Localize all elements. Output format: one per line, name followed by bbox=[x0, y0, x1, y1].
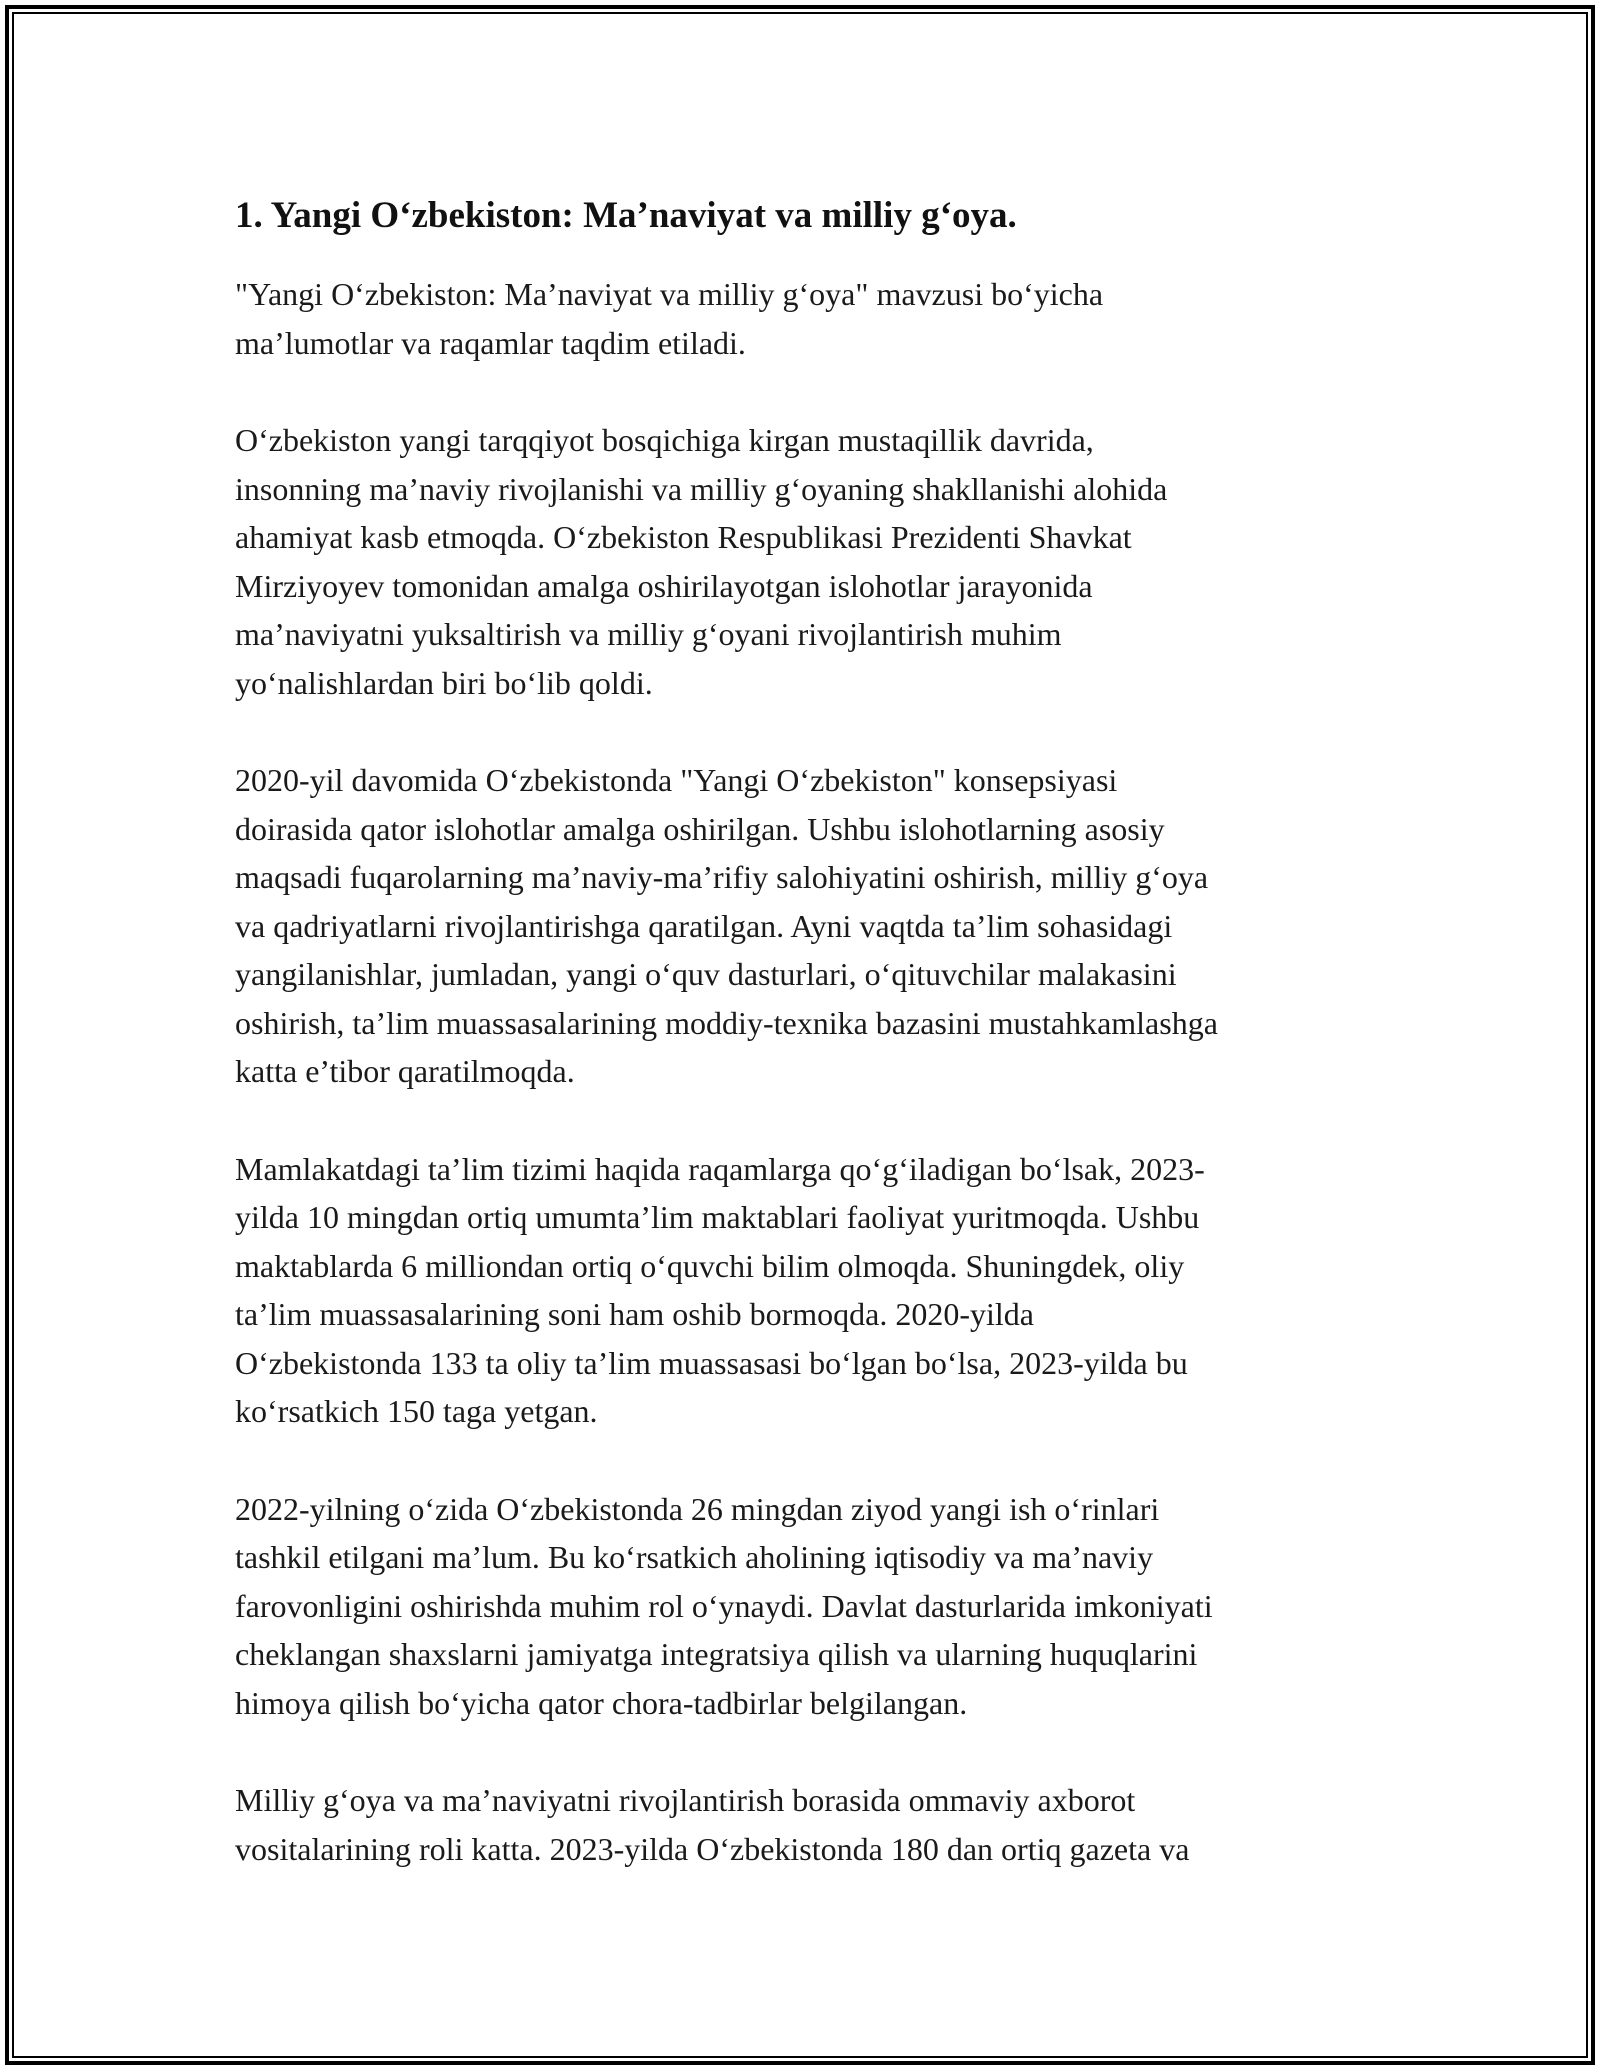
paragraph-education-figures: Mamlakatdagi ta’lim tizimi haqida raqamlarga qo‘g‘iladigan bo‘lsak, 2023- yilda 10 mingdan ortiq umumta’lim maktablari faoliyat yuritmoqda. Ushbu maktablarda 6 milliondan ortiq o‘quvchi bilim olmoqda. Shuningdek, oliy ta’lim muassasalarining soni ham oshib bormoqda. 2020-yilda O‘zbekistonda 133 ta oliy ta’lim muassasasi bo‘lgan bo‘lsa, 2023-yilda bu ko‘rsatkich 150 taga yetgan. bbox=[235, 1150, 1205, 1429]
paragraph-intro: "Yangi O‘zbekiston: Ma’naviyat va milliy g‘oya" mavzusi bo‘yicha ma’lumotlar va raqamlar taqdim etiladi. bbox=[235, 276, 1104, 361]
document-title: 1. Yangi O‘zbekiston: Ma’naviyat va milliy g‘oya. bbox=[235, 195, 1017, 236]
document-body bbox=[235, 188, 1375, 1922]
paragraph-reforms-2020: 2020-yil davomida O‘zbekistonda "Yangi O‘zbekiston" konsepsiyasi doirasida qator islohotlar amalga oshirilgan. Ushbu islohotlarning asosiy maqsadi fuqarolarning ma’naviy-ma’rifiy salohiyatini oshirish, milliy g‘oya va qadriyatlarni rivojlantirishga qaratilgan. Ayni vaqtda ta’lim sohasidagi yangilanishlar, jumladan, yangi o‘quv dasturlari, o‘qituvchilar malakasini oshirish, ta’lim muassasalarining moddiy-texnika bazasini mustahkamlashga katta e’tibor qaratilmoqda. bbox=[235, 762, 1218, 1089]
paragraph-spiritual-development: O‘zbekiston yangi tarqqiyot bosqichiga kirgan mustaqillik davrida, insonning ma’naviy rivojlanishi va milliy g‘oyaning shakllanishi alohida ahamiyat kasb etmoqda. O‘zbekiston Respublikasi Prezidenti Shavkat Mirziyoyev tomonidan amalga oshirilayotgan islohotlar jarayonida ma’naviyatni yuksaltirish va milliy g‘oyani rivojlantirish muhim yo‘nalishlardan biri bo‘lib qoldi. bbox=[235, 422, 1168, 701]
paragraph-mass-media: Milliy g‘oya va ma’naviyatni rivojlantirish borasida ommaviy axborot vositalarining roli katta. 2023-yilda O‘zbekistonda 180 dan ortiq gazeta va bbox=[235, 1782, 1190, 1867]
paragraph-employment-2022: 2022-yilning o‘zida O‘zbekistonda 26 mingdan ziyod yangi ish o‘rinlari tashkil etilgani ma’lum. Bu ko‘rsatkich aholining iqtisodiy va ma’naviy farovonligini oshirishda muhim rol o‘ynaydi. Davlat dasturlarida imkoniyati cheklangan shaxslarni jamiyatga integratsiya qilish va ularning huquqlarini himoya qilish bo‘yicha qator chora-tadbirlar belgilangan. bbox=[235, 1490, 1213, 1721]
